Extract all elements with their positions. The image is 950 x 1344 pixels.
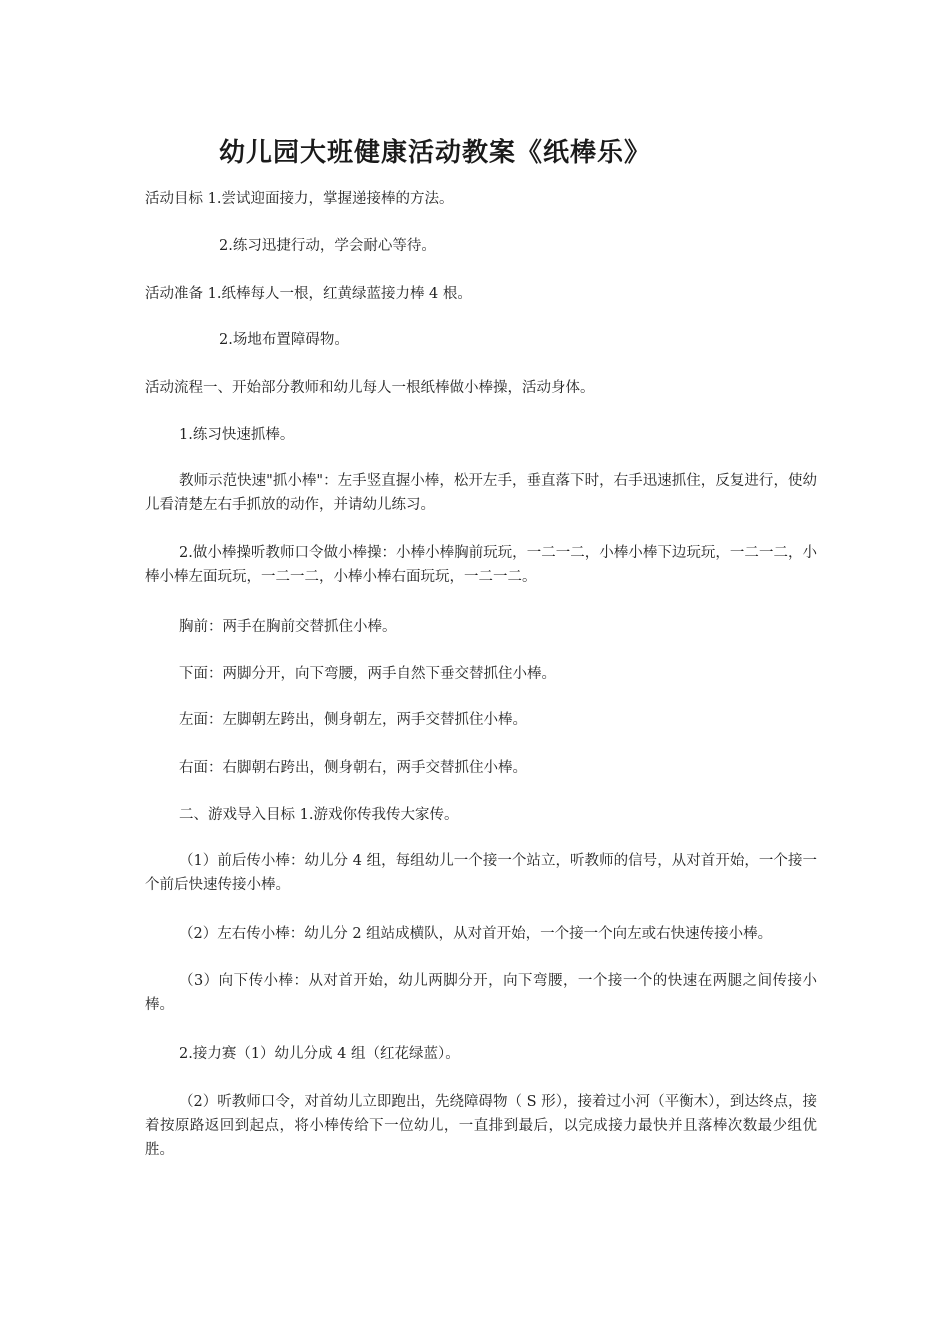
paragraph-process-intro: 活动流程一、开始部分教师和幼儿每人一根纸棒做小棒操，活动身体。 xyxy=(145,380,595,396)
paragraph-relay-1: 2.接力赛（1）幼儿分成 4 组（红花绿蓝）。 xyxy=(179,1046,460,1062)
paragraph-game-3: （3）向下传小棒：从对首开始，幼儿两脚分开，向下弯腰，一个接一个的快速在两腿之间传接小棒。 xyxy=(145,973,817,1013)
paragraph-game-2: （2）左右传小棒：幼儿分 2 组站成横队，从对首开始，一个接一个向左或右快速传接小棒。 xyxy=(179,926,773,942)
paragraph-prep-2: 2.场地布置障碍物。 xyxy=(219,332,349,348)
document-title: 幼儿园大班健康活动教案《纸棒乐》 xyxy=(218,138,651,168)
paragraph-step-1: 1.练习快速抓棒。 xyxy=(179,427,295,443)
paragraph-step-2: 2.做小棒操听教师口令做小棒操：小棒小棒胸前玩玩，一二一二，小棒小棒下边玩玩，一二一二，小棒小棒左面玩玩，一二一二，小棒小棒右面玩玩，一二一二。 xyxy=(145,545,817,585)
paragraph-goal-2: 2.练习迅捷行动，学会耐心等待。 xyxy=(219,238,436,254)
paragraph-prep-1: 活动准备 1.纸棒每人一根，红黄绿蓝接力棒 4 根。 xyxy=(145,286,472,302)
paragraph-relay-2: （2）听教师口令，对首幼儿立即跑出，先绕障碍物（ S 形），接着过小河（平衡木），到达终点，接着按原路返回到起点，将小棒传给下一位幼儿，一直排到最后，以完成接力最快并且落棒次数最少组优胜。 xyxy=(145,1094,817,1158)
paragraph-right: 右面：右脚朝右跨出，侧身朝右，两手交替抓住小棒。 xyxy=(179,760,527,776)
paragraph-game-intro: 二、游戏导入目标 1.游戏你传我传大家传。 xyxy=(179,807,459,823)
paragraph-goal-1: 活动目标 1.尝试迎面接力，掌握递接棒的方法。 xyxy=(145,191,454,207)
paragraph-game-1: （1）前后传小棒：幼儿分 4 组，每组幼儿一个接一个站立，听教师的信号，从对首开始，一个接一个前后快速传接小棒。 xyxy=(145,853,817,893)
paragraph-chest: 胸前：两手在胸前交替抓住小棒。 xyxy=(179,619,397,635)
paragraph-below: 下面：两脚分开，向下弯腰，两手自然下垂交替抓住小棒。 xyxy=(179,666,556,682)
paragraph-left: 左面：左脚朝左跨出，侧身朝左，两手交替抓住小棒。 xyxy=(179,712,527,728)
paragraph-demo: 教师示范快速"抓小棒"：左手竖直握小棒，松开左手，垂直落下时，右手迅速抓住，反复进行，使幼儿看清楚左右手抓放的动作，并请幼儿练习。 xyxy=(145,473,817,513)
